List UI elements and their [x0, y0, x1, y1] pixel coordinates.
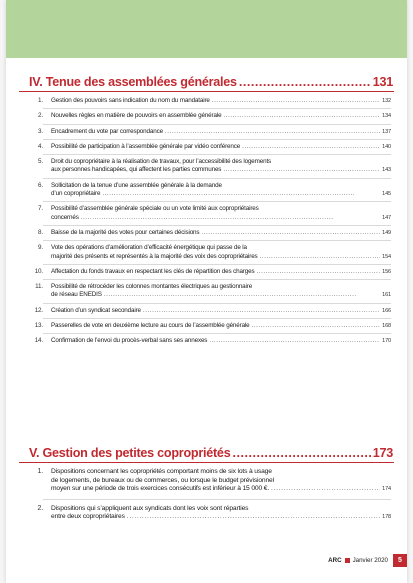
toc-item-line: Possibilité de rétrocéder les colonnes montantes électriques au gestionnaire — [51, 283, 253, 291]
toc-item-page: 132 — [382, 98, 391, 104]
toc-item-page: 145 — [382, 191, 391, 198]
leader-dots — [102, 190, 380, 198]
toc-item-line-text: concernés — [51, 213, 79, 221]
toc-item[interactable] — [29, 337, 391, 345]
leader-dots — [209, 337, 380, 345]
toc-item-text — [51, 229, 391, 237]
square-icon — [345, 558, 350, 563]
toc-item-page: 168 — [382, 323, 391, 330]
toc-item-page: 170 — [382, 338, 391, 345]
toc-item-page: 147 — [382, 214, 391, 221]
section-rule — [19, 462, 394, 463]
toc-item-page: 166 — [382, 307, 391, 314]
toc-item-number: 5. — [38, 158, 43, 166]
toc-item-page: 174 — [382, 486, 391, 493]
toc-item[interactable] — [29, 229, 391, 237]
toc-item-text — [51, 268, 391, 276]
toc-item[interactable] — [29, 468, 391, 494]
item-divider — [43, 225, 391, 226]
item-divider — [43, 201, 391, 202]
toc-item[interactable] — [29, 283, 391, 300]
toc-item-page: 149 — [382, 229, 391, 236]
leader-dots — [81, 214, 380, 222]
toc-item-number: 10. — [34, 267, 43, 275]
section-page-number: 131 — [372, 75, 393, 89]
leader-dots — [201, 229, 380, 237]
toc-item-line: Dispositions qui s’appliquent aux syndicats dont les voix sont réparties — [51, 504, 249, 512]
toc-item-line: de logements, de bureaux ou de commerces, ou lorsque le budget prévisionnel — [51, 476, 274, 484]
toc-item-number: 3. — [38, 127, 43, 135]
item-divider — [43, 303, 391, 304]
toc-item-text — [51, 97, 391, 105]
toc-item-text — [51, 468, 391, 494]
toc-item-line-text: Nouvelles règles en matière de pouvoirs en assemblée générale — [51, 112, 222, 120]
item-divider — [43, 279, 391, 280]
toc-item[interactable] — [29, 128, 391, 136]
toc-item-line — [51, 291, 391, 299]
toc-item[interactable] — [29, 244, 391, 261]
footer-date: Janvier 2020 — [352, 557, 388, 564]
toc-item-line-text: Passerelles de vote en deuxième lecture au cours de l’assemblée générale — [51, 322, 250, 330]
item-divider — [43, 333, 391, 334]
toc-item[interactable] — [29, 505, 391, 522]
toc-item-text — [51, 143, 391, 151]
toc-item-line-text: majorité des présents et représentés à la majorité des voix des copropriétaires — [51, 252, 258, 260]
section-title-text: IV. Tenue des assemblées générales — [29, 75, 237, 89]
toc-item-number: 14. — [34, 337, 43, 345]
leader-dots — [232, 446, 370, 460]
toc-item-text — [51, 205, 391, 222]
item-divider — [43, 499, 391, 500]
item-divider — [43, 178, 391, 179]
toc-item-line-text: aux personnes handicapées, qui affectent les parties communes — [51, 166, 222, 174]
toc-item-line — [51, 128, 391, 136]
toc-item[interactable] — [29, 97, 391, 105]
toc-item-line — [51, 112, 391, 120]
toc-item-page: 143 — [382, 167, 391, 174]
toc-item-line: Possibilité d’assemblée générale spéciale ou un vote limité aux copropriétaires — [51, 205, 259, 213]
toc-item-text — [51, 505, 391, 522]
item-divider — [43, 139, 391, 140]
section-items — [29, 97, 391, 346]
toc-item[interactable] — [29, 112, 391, 120]
toc-item-line — [51, 166, 391, 174]
toc-item-line: Sollicitation de la tenue d’une assemblée générale à la demande — [51, 181, 222, 189]
toc-item-page: 140 — [382, 143, 391, 150]
section-rule — [19, 91, 394, 92]
toc-item[interactable] — [29, 268, 391, 276]
toc-item-number: 2. — [37, 504, 43, 512]
item-divider — [43, 264, 391, 265]
header-band — [6, 0, 407, 58]
leader-dots — [165, 128, 380, 136]
leader-dots — [242, 143, 380, 151]
footer-brand: ARC — [328, 557, 342, 564]
toc-item-line-text: moyen sur une période de trois exercices consécutifs est inférieur à 15 000 €. — [51, 485, 270, 493]
toc-item[interactable] — [29, 322, 391, 330]
toc-item-line — [51, 229, 391, 237]
toc-item-text — [51, 244, 391, 261]
toc-item-line: Droit du copropriétaire à la réalisation de travaux, pour l’accessibilité des logements — [51, 158, 272, 166]
leader-dots — [223, 112, 380, 120]
toc-item[interactable] — [29, 158, 391, 175]
toc-item-line — [51, 97, 391, 105]
toc-item-line: Vote des opérations d’amélioration d’efficacité énergétique qui passe de la — [51, 244, 247, 252]
toc-item-text — [51, 283, 391, 300]
leader-dots — [271, 485, 380, 494]
leader-dots — [127, 513, 380, 522]
item-divider — [43, 108, 391, 109]
toc-item-line — [51, 322, 391, 330]
toc-item-page: 137 — [382, 128, 391, 135]
section-items — [29, 468, 391, 522]
toc-item[interactable] — [29, 205, 391, 222]
toc-item-line — [51, 253, 391, 261]
toc-item-line-text: Baisse de la majorité des votes pour certaines décisions — [51, 228, 200, 236]
toc-item-line-text: de réseau ENEDIS — [51, 291, 102, 299]
toc-item-line — [51, 190, 391, 198]
toc-item-text — [51, 112, 391, 120]
toc-item-text — [51, 182, 391, 199]
toc-item-text — [51, 158, 391, 175]
section-page-number: 173 — [372, 446, 393, 460]
toc-item-line-text: Encadrement du vote par correspondance — [51, 127, 163, 135]
toc-item-number: 13. — [34, 322, 43, 330]
toc-item-line-text: entre deux copropriétaires — [51, 513, 125, 521]
toc-item-text — [51, 322, 391, 330]
toc-item-text — [51, 307, 391, 315]
toc-item-number: 1. — [38, 97, 43, 104]
toc-item-number: 11. — [35, 283, 43, 291]
toc-item-number: 2. — [38, 112, 43, 120]
toc-item-number: 4. — [38, 142, 43, 150]
page-footer — [328, 554, 407, 567]
toc-item-line-text: Confirmation de l’envoi du procès-verbal sans ses annexes — [51, 337, 208, 345]
leader-dots — [252, 322, 381, 330]
toc-item[interactable] — [29, 307, 391, 315]
toc-item-line — [51, 214, 391, 222]
section-title — [29, 75, 393, 89]
toc-item-page: 161 — [382, 292, 391, 299]
footer-page-number: 5 — [393, 554, 407, 567]
toc-item-line-text: Affectation du fonds travaux en respectant les clés de répartition des charges — [51, 267, 255, 275]
toc-item-line: Dispositions concernant les copropriétés comportant moins de six lots à usage — [51, 468, 272, 475]
leader-dots — [223, 166, 380, 174]
leader-dots — [104, 291, 380, 299]
toc-item[interactable] — [29, 182, 391, 199]
leader-dots — [239, 75, 371, 89]
toc-item-number: 12. — [34, 306, 43, 314]
item-divider — [43, 154, 391, 155]
leader-dots — [256, 268, 380, 276]
toc-item-line-text: Gestion des pouvoirs sans indication du nom du mandataire — [51, 97, 210, 104]
leader-dots — [143, 307, 380, 315]
toc-item-text — [51, 128, 391, 136]
toc-item-line-text: d’un copropriétaire — [51, 190, 101, 198]
toc-item-line — [51, 337, 391, 345]
toc-item-number: 9. — [38, 244, 43, 252]
toc-item-line — [51, 268, 391, 276]
toc-item-line-text: Possibilité de participation à l’assemblée générale par vidéo conférence — [51, 142, 241, 150]
toc-item-line — [51, 513, 391, 522]
document-page — [6, 0, 407, 583]
item-divider — [43, 240, 391, 241]
toc-item-page: 154 — [382, 253, 391, 260]
item-divider — [43, 318, 391, 319]
toc-item-line-text: Création d’un syndicat secondaire — [51, 306, 141, 314]
toc-item-page: 134 — [382, 113, 391, 120]
toc-item-text — [51, 337, 391, 345]
item-divider — [43, 124, 391, 125]
section-title — [29, 446, 393, 460]
section-title-text: V. Gestion des petites copropriétés — [29, 446, 231, 460]
toc-item-number: 1. — [37, 468, 43, 475]
toc-item-number: 8. — [38, 228, 43, 236]
toc-item-number: 6. — [38, 181, 43, 189]
toc-item[interactable] — [29, 143, 391, 151]
leader-dots — [260, 253, 381, 261]
toc-item-line — [51, 485, 391, 494]
toc-item-line — [51, 307, 391, 315]
toc-item-page: 178 — [382, 514, 391, 521]
toc-item-page: 156 — [382, 268, 391, 275]
toc-item-line — [51, 143, 391, 151]
toc-item-number: 7. — [38, 205, 43, 213]
leader-dots — [212, 97, 380, 105]
